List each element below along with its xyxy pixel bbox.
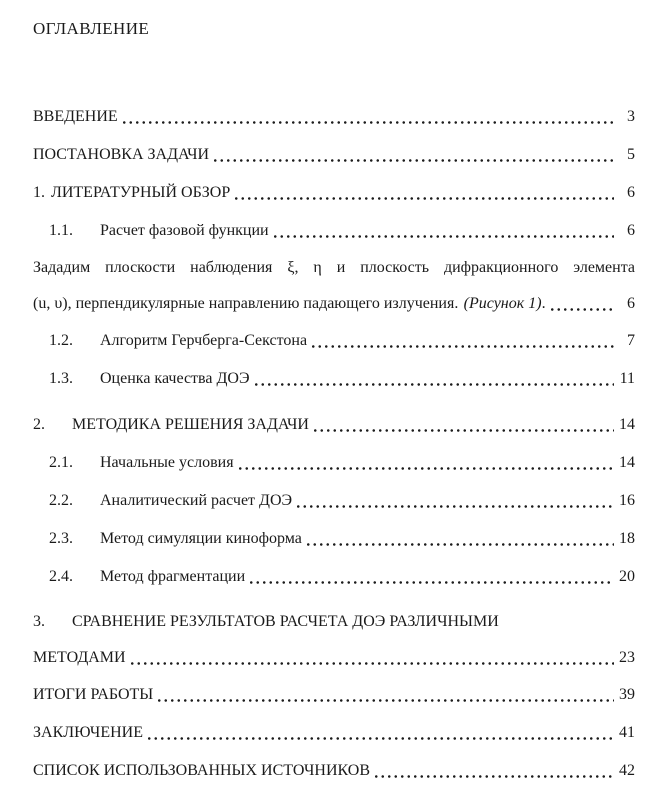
- entry-number: 2.3.: [49, 530, 73, 547]
- dot-leader: [129, 640, 614, 676]
- entry-number: 1.3.: [49, 370, 73, 387]
- entry-label: ИТОГИ РАБОТЫ: [33, 686, 154, 703]
- entry-label: Алгоритм Герчберга-Секстона: [100, 332, 308, 349]
- dot-leader: [312, 406, 614, 444]
- entry-number: 1.: [33, 184, 45, 201]
- entry-number: 1.1.: [49, 222, 73, 239]
- toc-entry-methodology[interactable]: [33, 406, 635, 444]
- dot-leader: [295, 482, 614, 520]
- toc-entry-results[interactable]: [33, 676, 635, 714]
- entry-page-number: 14: [619, 416, 635, 433]
- paragraph-figure-ref: (Рисунок 1): [463, 295, 542, 312]
- entry-page-number: 42: [619, 762, 635, 779]
- entry-page-number: 18: [619, 530, 635, 547]
- entry-page-number: 6: [627, 184, 635, 201]
- entry-number: 2.2.: [49, 492, 73, 509]
- table-of-contents: [33, 98, 635, 789]
- entry-page-number: 14: [619, 454, 635, 471]
- dot-leader: [248, 558, 614, 596]
- toc-title: ОГЛАВЛЕНИЕ: [33, 19, 150, 38]
- entry-number: 3.: [33, 613, 45, 630]
- dot-leader: [305, 520, 614, 558]
- entry-label-line-2: МЕТОДАМИ: [33, 649, 126, 666]
- toc-entry-conclusion[interactable]: [33, 714, 635, 752]
- entry-label-line-1: СРАВНЕНИЕ РЕЗУЛЬТАТОВ РАСЧЕТА ДОЭ РАЗЛИЧНЫМИ: [72, 613, 499, 630]
- toc-entry-1-2[interactable]: [33, 322, 635, 360]
- dot-leader: [272, 212, 614, 250]
- toc-entry-2-1[interactable]: [33, 444, 635, 482]
- dot-leader: [310, 322, 614, 360]
- dot-leader: [121, 98, 614, 136]
- entry-page-number: 5: [627, 146, 635, 163]
- entry-number: 2.1.: [49, 454, 73, 471]
- entry-page-number: 20: [619, 568, 635, 585]
- entry-label: МЕТОДИКА РЕШЕНИЯ ЗАДАЧИ: [72, 416, 309, 433]
- entry-page-number: 6: [627, 295, 635, 312]
- toc-entry-1-3[interactable]: [33, 360, 635, 398]
- entry-page-number: 41: [619, 724, 635, 741]
- entry-label: ВВЕДЕНИЕ: [33, 108, 118, 125]
- entry-label: Аналитический расчет ДОЭ: [100, 492, 293, 509]
- toc-entry-problem-statement[interactable]: [33, 136, 635, 174]
- entry-page-number: 16: [619, 492, 635, 509]
- entry-page-number: 11: [619, 370, 635, 387]
- dot-leader: [549, 286, 614, 322]
- toc-entry-2-3[interactable]: [33, 520, 635, 558]
- toc-entry-sources[interactable]: [33, 752, 635, 789]
- paragraph-line-2: (u, υ), перпендикулярные направлению падающего излучения.: [33, 295, 459, 312]
- entry-label: Оценка качества ДОЭ: [100, 370, 250, 387]
- entry-page-number: 6: [627, 222, 635, 239]
- dot-leader: [373, 752, 614, 789]
- dot-leader: [253, 360, 614, 398]
- dot-leader: [237, 444, 614, 482]
- entry-page-number: 39: [619, 686, 635, 703]
- entry-label: ЗАКЛЮЧЕНИЕ: [33, 724, 143, 741]
- paragraph-line-1: Зададим плоскости наблюдения ξ, η и плоскость дифракционного элемента: [33, 259, 635, 276]
- entry-page-number: 3: [627, 108, 635, 125]
- entry-label: ЛИТЕРАТУРНЫЙ ОБЗОР: [51, 184, 231, 201]
- toc-entry-literature-review[interactable]: [33, 174, 635, 212]
- entry-label: Метод симуляции киноформа: [100, 530, 302, 547]
- entry-label: Метод фрагментации: [100, 568, 246, 585]
- toc-entry-2-4[interactable]: [33, 558, 635, 596]
- entry-label: СПИСОК ИСПОЛЬЗОВАННЫХ ИСТОЧНИКОВ: [33, 762, 371, 779]
- entry-page-number: 23: [619, 649, 635, 666]
- toc-entry-1-1[interactable]: [33, 212, 635, 250]
- dot-leader: [212, 136, 614, 174]
- entry-number: 2.: [33, 416, 45, 433]
- entry-number: 1.2.: [49, 332, 73, 349]
- dot-leader: [156, 676, 614, 714]
- entry-label: ПОСТАНОВКА ЗАДАЧИ: [33, 146, 210, 163]
- toc-entry-comparison[interactable]: [33, 604, 635, 676]
- paragraph-tail: .: [541, 295, 546, 312]
- dot-leader: [146, 714, 614, 752]
- entry-label: Расчет фазовой функции: [100, 222, 269, 239]
- toc-entry-paragraph-note[interactable]: [33, 250, 635, 322]
- toc-entry-introduction[interactable]: [33, 98, 635, 136]
- dot-leader: [233, 174, 614, 212]
- entry-page-number: 7: [627, 332, 635, 349]
- entry-label: Начальные условия: [100, 454, 234, 471]
- entry-number: 2.4.: [49, 568, 73, 585]
- toc-entry-2-2[interactable]: [33, 482, 635, 520]
